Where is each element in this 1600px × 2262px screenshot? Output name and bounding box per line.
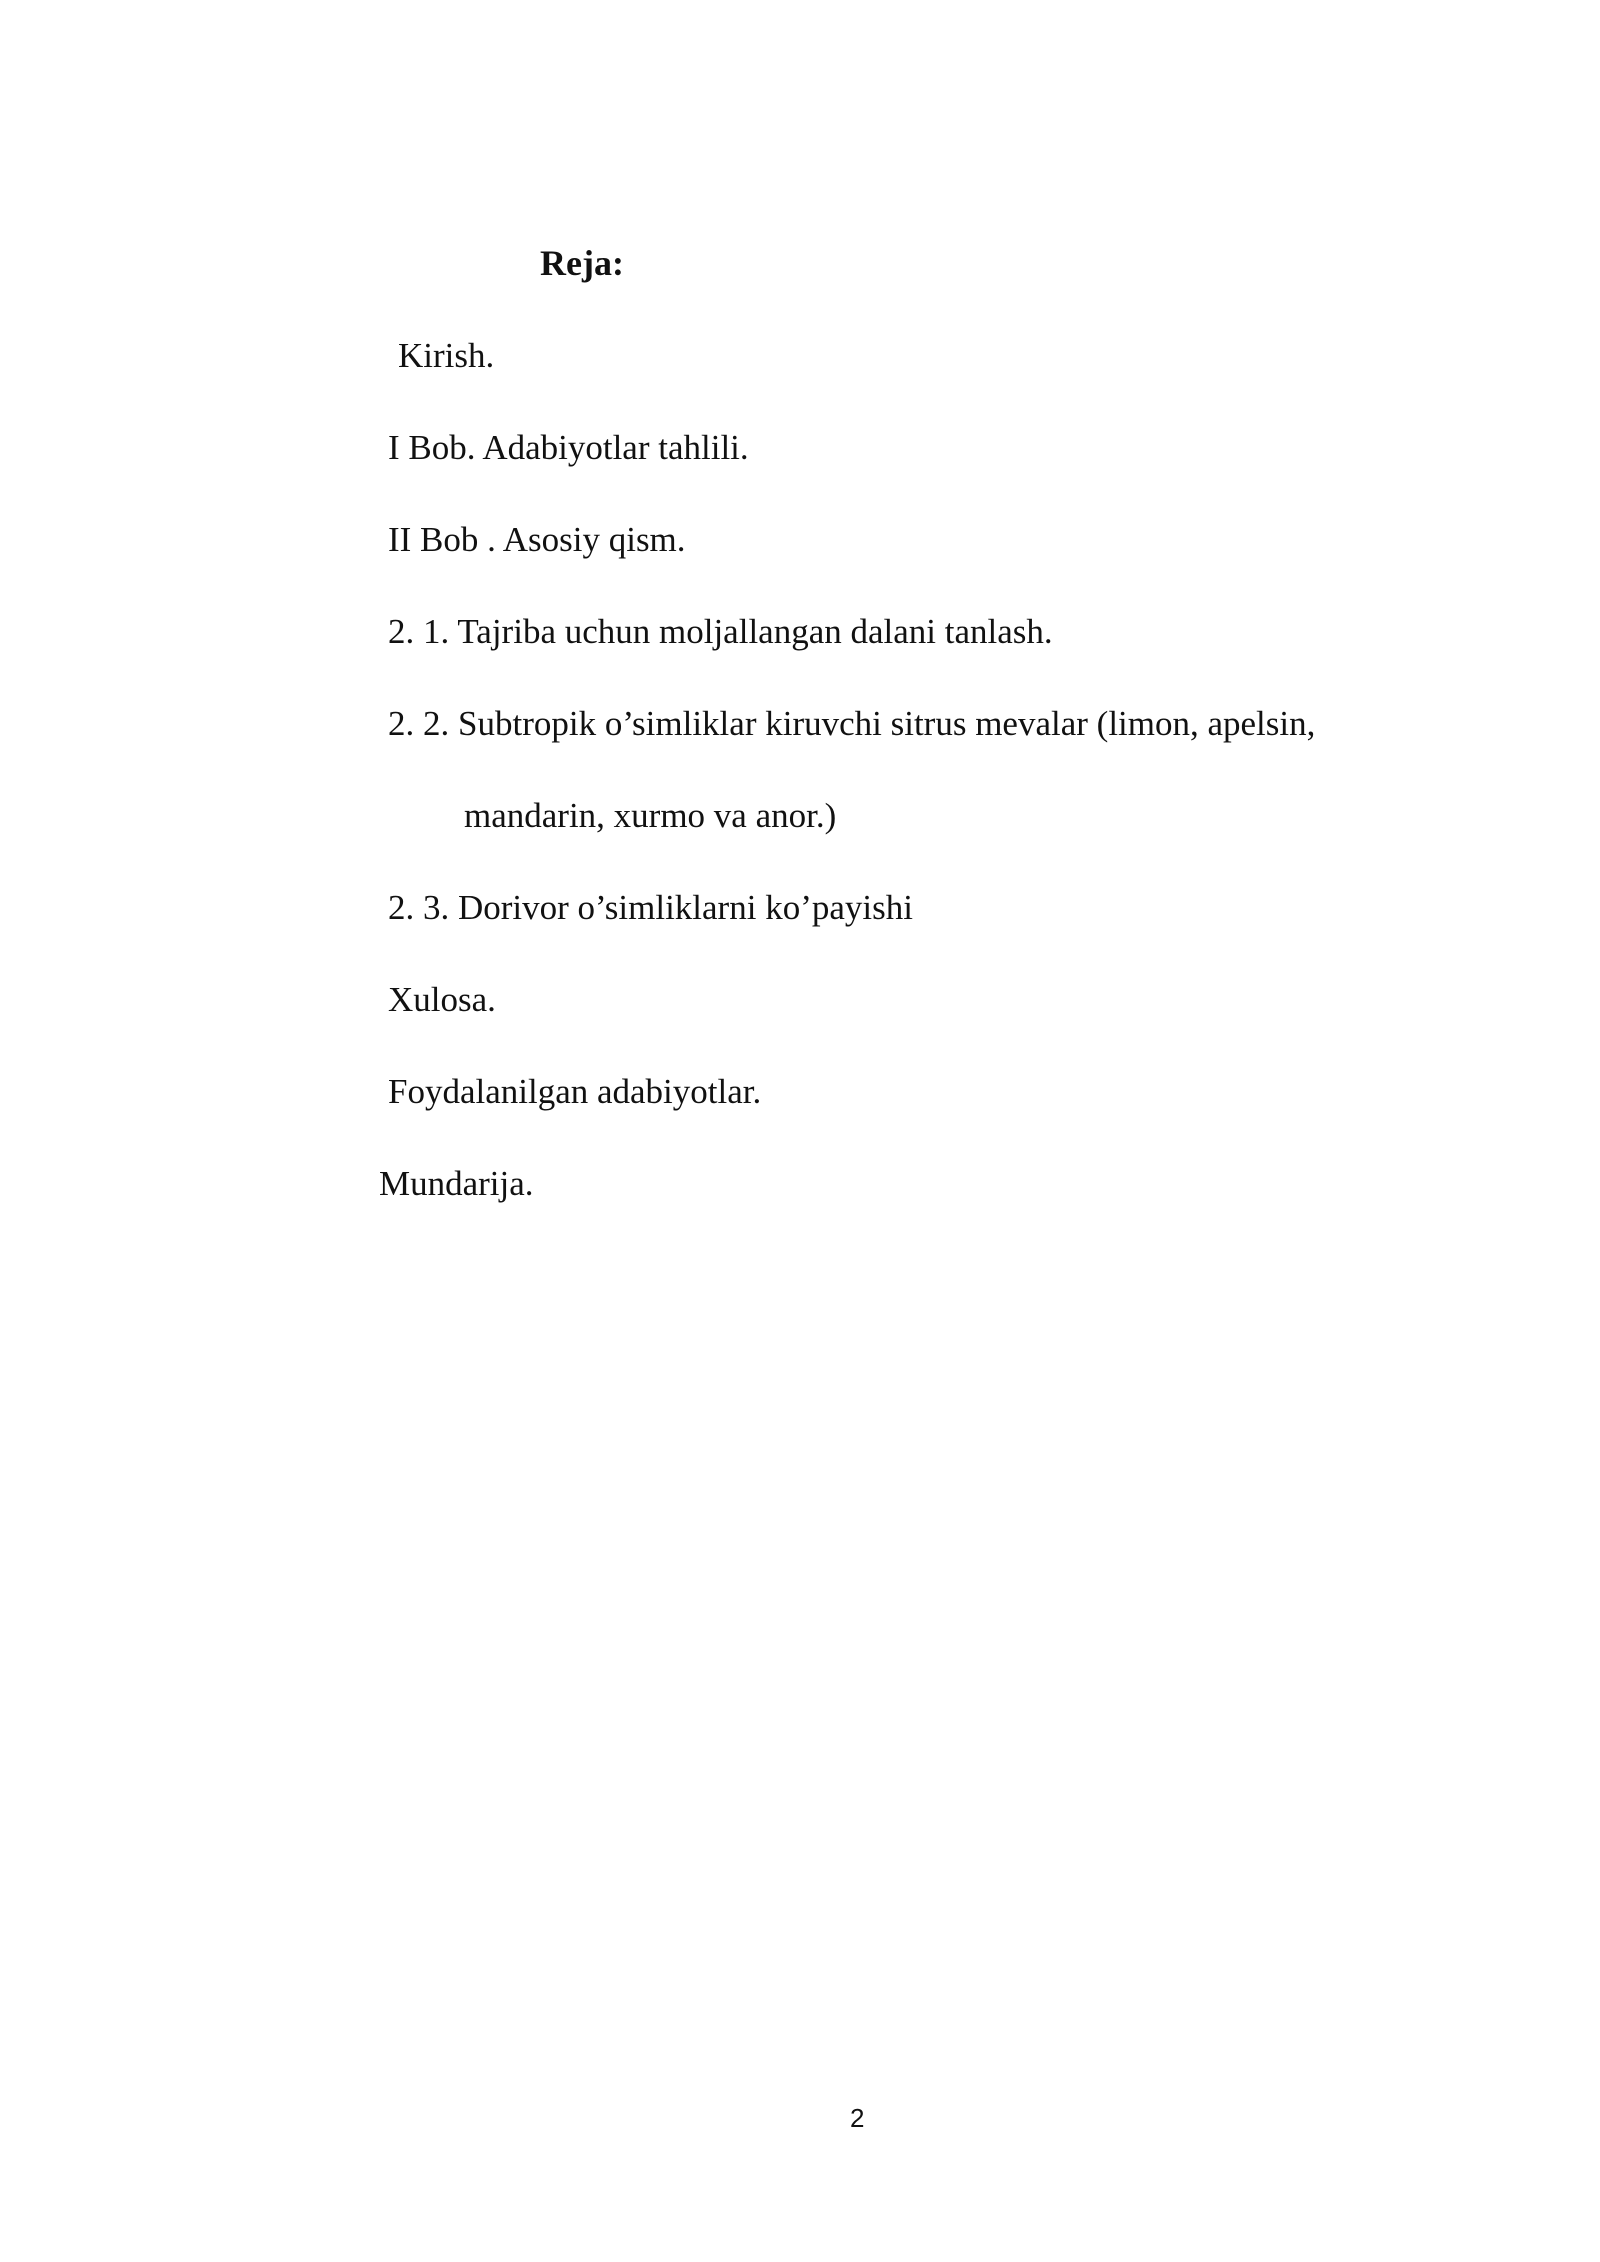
- page-title: Reja:: [540, 243, 624, 283]
- toc-item-chapter-1: I Bob. Adabiyotlar tahlili.: [388, 428, 749, 467]
- page-number: 2: [850, 2103, 865, 2133]
- toc-item-section-2-1: 2. 1. Tajriba uchun moljallangan dalani tanlash.: [388, 612, 1053, 651]
- toc-item-conclusion: Xulosa.: [388, 980, 496, 1019]
- toc-item-references: Foydalanilgan adabiyotlar.: [388, 1072, 762, 1111]
- toc-item-section-2-2-continued: mandarin, xurmo va anor.): [464, 796, 837, 835]
- toc-item-kirish: Kirish.: [398, 336, 495, 375]
- toc-item-contents: Mundarija.: [379, 1164, 534, 1203]
- toc-item-section-2-2: 2. 2. Subtropik o’simliklar kiruvchi sitrus mevalar (limon, apelsin,: [388, 704, 1316, 743]
- toc-item-section-2-3: 2. 3. Dorivor o’simliklarni ko’payishi: [388, 888, 913, 927]
- toc-item-chapter-2: II Bob . Asosiy qism.: [388, 520, 686, 559]
